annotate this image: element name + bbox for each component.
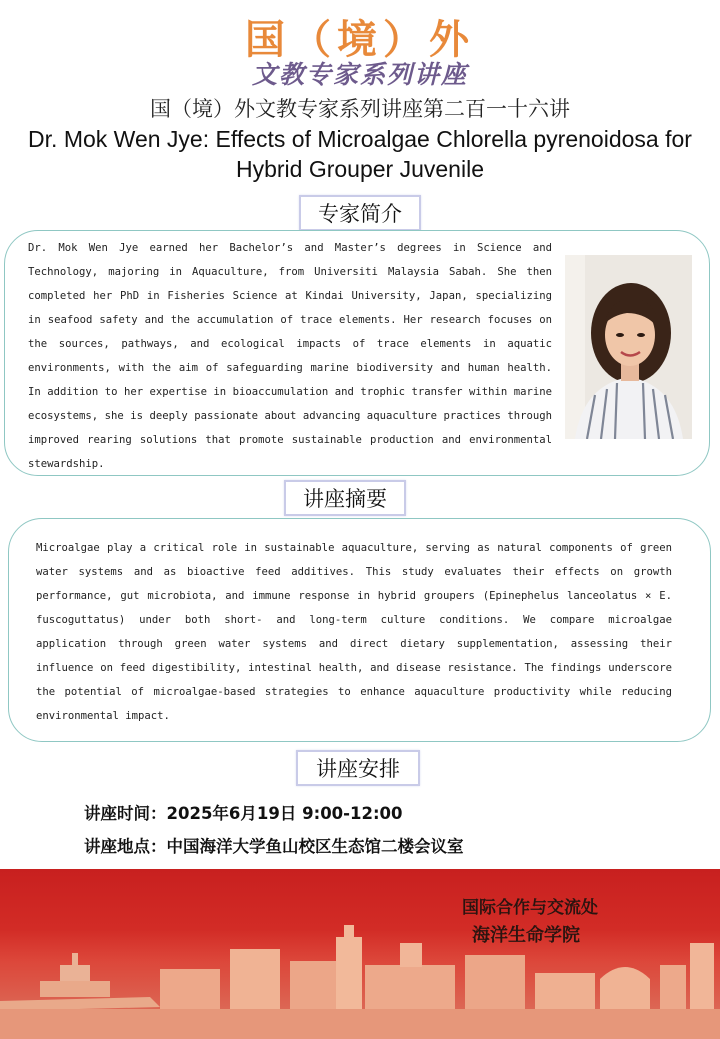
schedule-heading: 讲座安排 — [296, 750, 420, 786]
speaker-photo — [565, 255, 692, 439]
speaker-portrait-icon — [565, 255, 692, 439]
schedule-time-label: 讲座时间： — [84, 804, 167, 823]
abstract-text: Microalgae play a critical role in sustainable aquaculture, serving as natural components of green water systems and as bioactive feed additives. This study evaluates their effects on growth performance, gut microbiota, and immune response in hybrid groupers (Epinephelus lanceolatus × E. fuscoguttatus) under both short- and long-term culture conditions. We compare microalgae application through green water systems and direct dietary supplementation, assessing their influence on feed digestibility, intestinal health, and disease resistance. The findings underscore the potential of microalgae-based strategies to enhance aquaculture productivity while reducing environmental impact. — [36, 542, 672, 722]
bio-heading: 专家简介 — [299, 195, 421, 231]
abstract-heading: 讲座摘要 — [284, 480, 406, 516]
organizer-international-office: 国际合作与交流处 — [462, 898, 598, 918]
campus-skyline-icon — [0, 869, 720, 1039]
schedule-place-label: 讲座地点： — [84, 837, 167, 856]
lecture-number: 国（境）外文教专家系列讲座第二百一十六讲 — [150, 97, 570, 121]
footer-banner — [0, 869, 720, 1039]
organizer-marine-life-college: 海洋生命学院 — [472, 925, 580, 946]
lecture-title: Dr. Mok Wen Jye: Effects of Microalgae Chlorella pyrenoidosa for Hybrid Grouper Juvenile — [28, 126, 692, 182]
schedule-time-value: 2025年6月19日 9:00-12:00 — [166, 804, 403, 823]
logo-title: 国（境）外 — [245, 17, 475, 63]
logo-subtitle: 文教专家系列讲座 — [251, 60, 468, 89]
bio-text: Dr. Mok Wen Jye earned her Bachelor’s and Master’s degrees in Science and Technology, majoring in Aquaculture, from Universiti Malaysia Sabah. She then completed her PhD in Fisheries Science at Kindai University, Japan, specializing in seafood safety and the accumulation of trace elements. Her research focuses on the sources, pathways, and ecological impacts of trace elements in aquatic environments, with the aim of safeguarding marine biodiversity and human health. In addition to her expertise in bioaccumulation and trophic transfer within marine ecosystems, she is deeply passionate about advancing aquaculture practices through improved rearing solutions that promote sustainable production and environmental stewardship. — [28, 242, 552, 470]
schedule-place — [84, 835, 464, 859]
schedule-time — [84, 802, 403, 826]
schedule-place-value: 中国海洋大学鱼山校区生态馆二楼会议室 — [166, 837, 464, 856]
